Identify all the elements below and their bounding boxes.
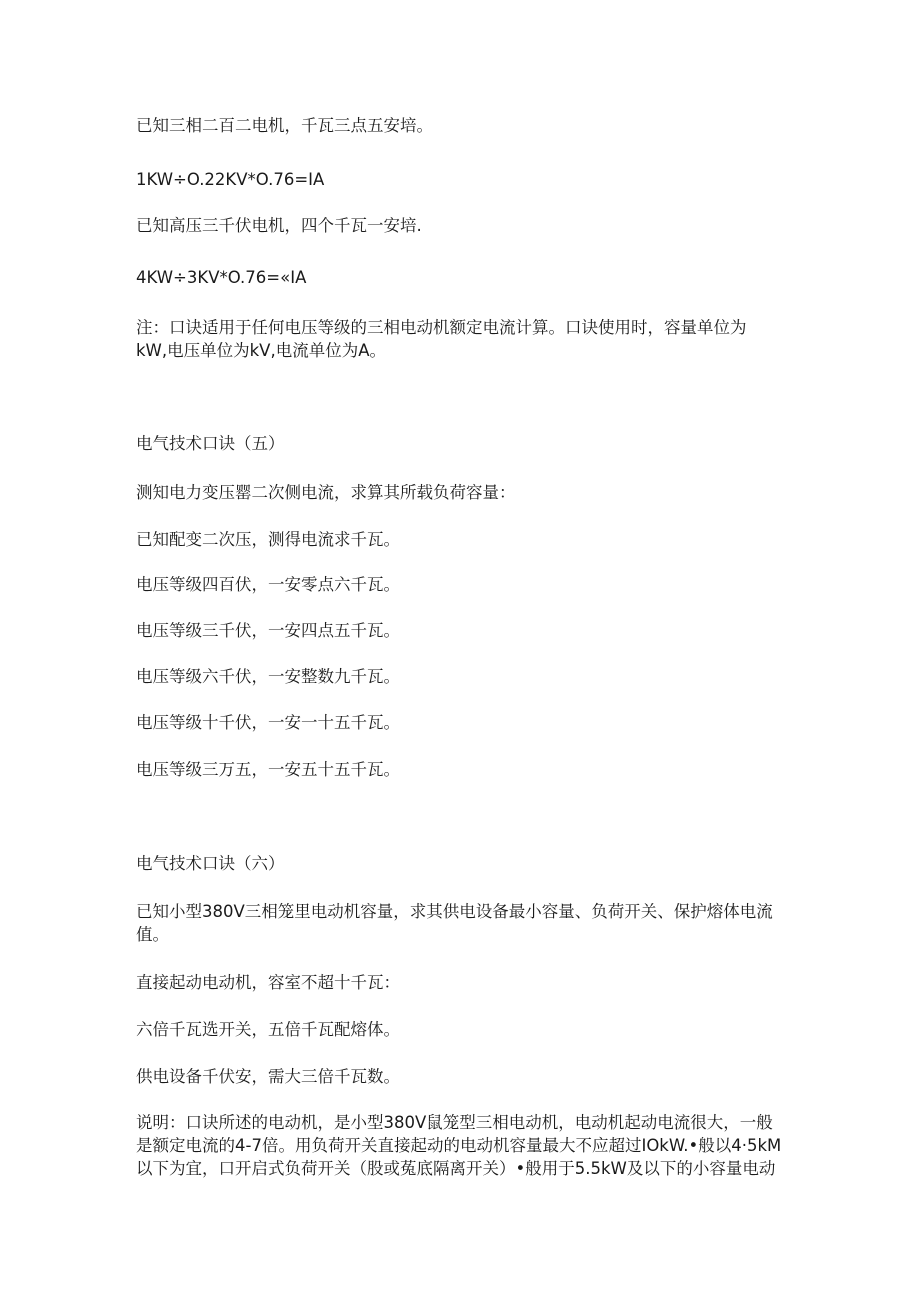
explanation-line: 说明：口诀所述的电动机，是小型380V鼠笼型三相电动机，电动机起动电流很大，一般 [136, 1113, 773, 1132]
intro-line: 值。 [136, 925, 169, 944]
text-line: 电压等级三千伏，一安四点五千瓦。 [136, 621, 400, 640]
explanation-line: 是额定电流的4-7倍。用负荷开关直接起动的电动机容量最大不应超过IOkW.•般以4·5kM [136, 1136, 782, 1155]
intro-line: 已知小型380V三相笼里电动机容量，求其供电设备最小容量、负荷开关、保护熔体电流 [136, 902, 773, 921]
text-line: 已知高压三千伏电机，四个千瓦一安培. [136, 216, 422, 235]
explanation-line: 以下为宜，口开启式负荷开关（股或菟底隔离开关）•般用于5.5kW及以下的小容量电动 [136, 1159, 776, 1178]
note-paragraph [136, 316, 796, 362]
text-line: 电压等级三万五，一安五十五千瓦。 [136, 760, 400, 779]
text-line: 供电设备千伏安，需大三倍千瓦数。 [136, 1067, 400, 1086]
intro-paragraph [136, 900, 796, 946]
text-line: 电压等级十千伏，一安一十五千瓦。 [136, 713, 400, 732]
section-heading: 电气技术口诀（五） [136, 434, 285, 453]
formula-line: 1KW÷O.22KV*O.76=IA [136, 170, 325, 189]
text-line: 直接起动电动机，容室不超十千瓦： [136, 973, 400, 992]
text-line: 测知电力变压罂二次侧电流，求算其所载负荷容量： [136, 483, 516, 502]
text-line: 电压等级四百伏，一安零点六千瓦。 [136, 575, 400, 594]
text-line: 已知配变二次压，测得电流求千瓦。 [136, 530, 400, 549]
text-line: 已知三相二百二电机，千瓦三点五安培。 [136, 116, 433, 135]
section-heading: 电气技术口诀（六） [136, 854, 285, 873]
formula-line: 4KW÷3KV*O.76=«IA [136, 268, 307, 287]
note-line: kW,电压单位为kV,电流单位为A。 [136, 341, 386, 360]
text-line: 电压等级六千伏，一安整数九千瓦。 [136, 667, 400, 686]
text-line: 六倍千瓦选开关，五倍千瓦配熔体。 [136, 1020, 400, 1039]
explanation-paragraph [136, 1111, 796, 1180]
note-line: 注：口诀适用于任何电压等级的三相电动机额定电流计算。口诀使用时，容量单位为 [136, 318, 747, 337]
